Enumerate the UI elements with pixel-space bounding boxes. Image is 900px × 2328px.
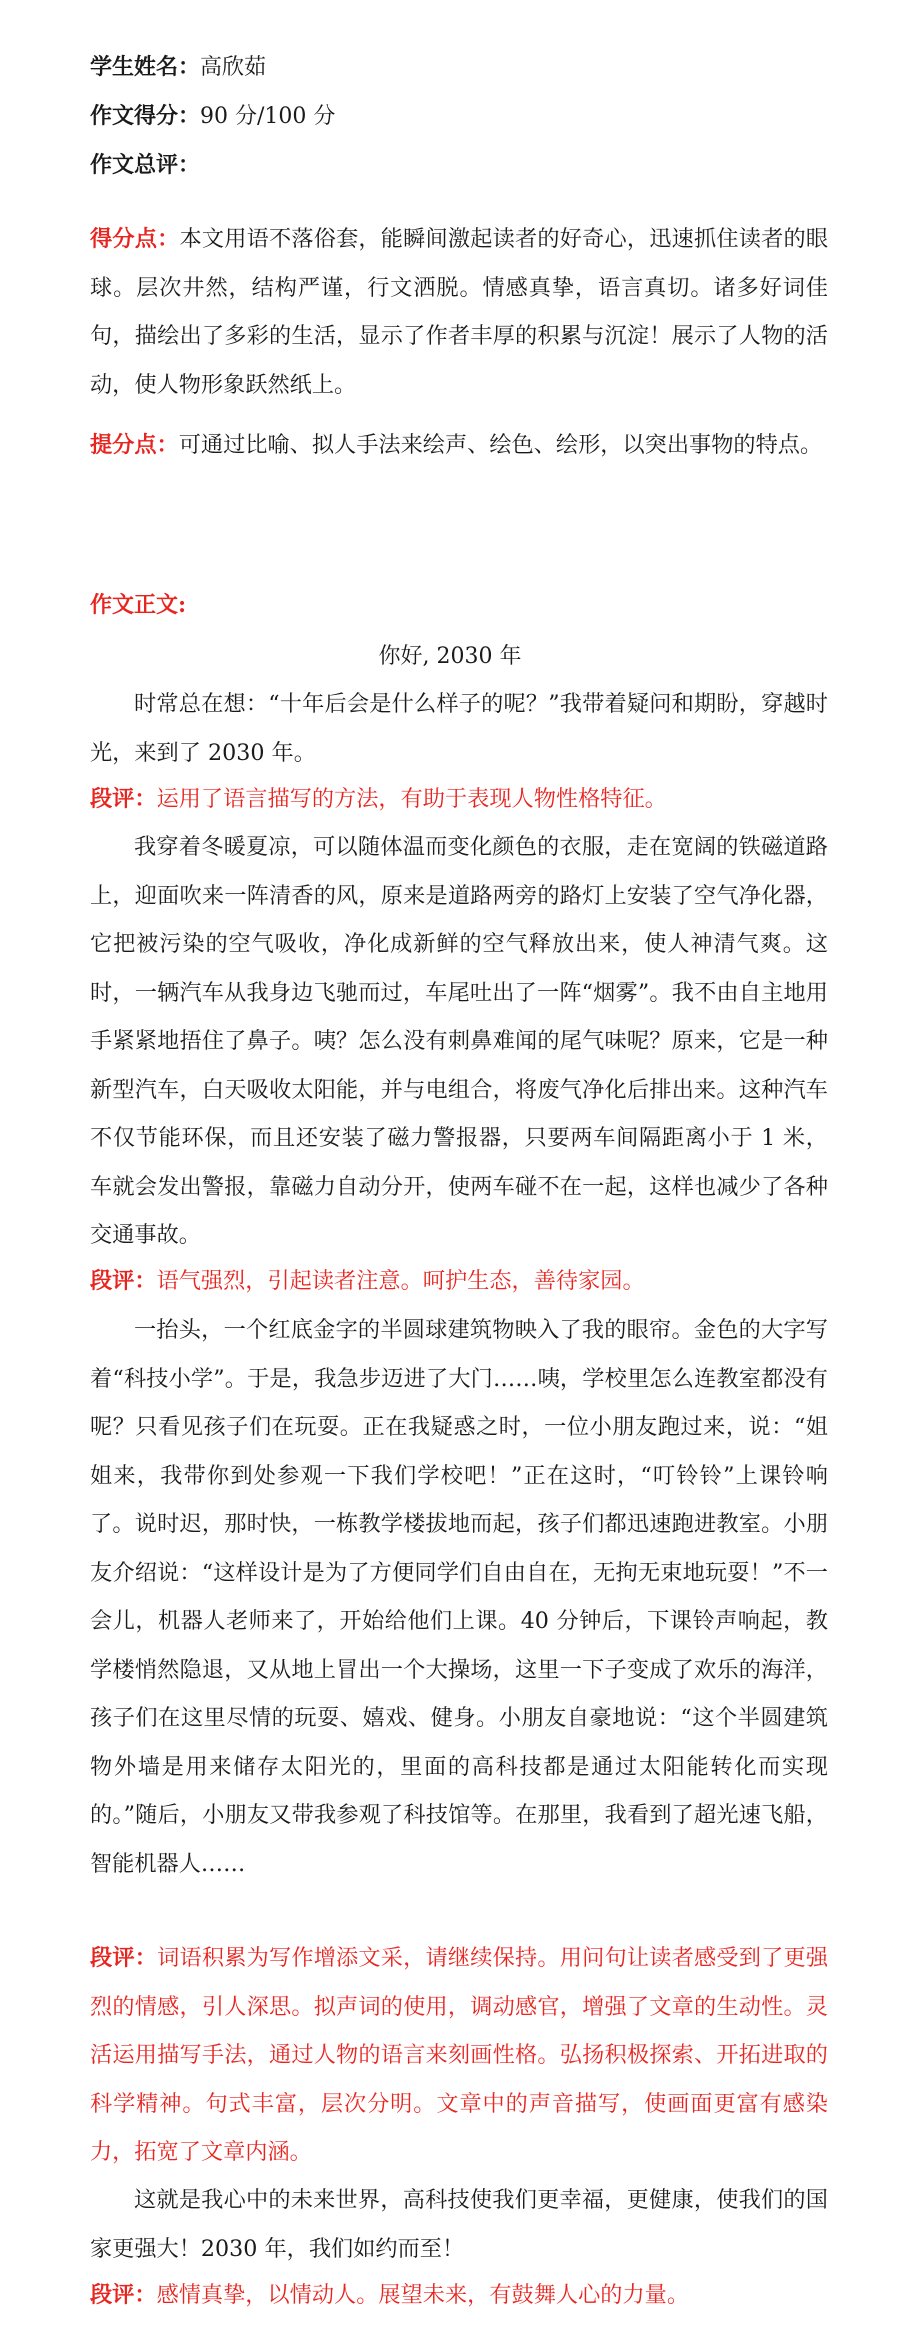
student-name: 高欣茹 (200, 55, 267, 80)
comment-text-4: 感情真挚，以情动人。展望未来，有鼓舞人心的力量。 (156, 2282, 690, 2308)
paragraph-comment-2 (90, 1257, 828, 1306)
comment-label-4: 段评： (90, 2282, 157, 2308)
essay-paragraph-3: 一抬头，一个红底金字的半圆球建筑物映入了我的眼帘。金色的大字写着“科技小学”。于是，我急步迈进了大门……咦，学校里怎么连教室都没有呢？只看见孩子们在玩耍。正在我疑惑之时，一位小朋友跑过来，说：“姐姐来，我带你到处参观一下我们学校吧！”正在这时，“叮铃铃”上课铃响了。说时迟，那时快，一栋教学楼拔地而起，孩子们都迅速跑进教室。小朋友介绍说：“这样设计是为了方便同学们自由自在，无拘无束地玩耍！”不一会儿，机器人老师来了，开始给他们上课。40 分钟后，下课铃声响起，教学楼悄然隐退，又从地上冒出一个大操场，这里一下子变成了欢乐的海洋，孩子们在这里尽情的玩耍、嬉戏、健身。小朋友自豪地说：“这个半圆建筑物外墙是用来储存太阳光的，里面的高科技都是通过太阳能转化而实现的。”随后，小朋友又带我参观了科技馆等。在那里，我看到了超光速飞船，智能机器人…… (90, 1317, 828, 1877)
comment-label-2: 段评： (90, 1268, 157, 1294)
improve-paragraph (90, 421, 828, 470)
overall-review-row (90, 150, 200, 181)
comment-text-3: 词语积累为写作增添文采，请继续保持。用问句让读者感受到了更强烈的情感，引人深思。拟声词的使用，调动感官，增强了文章的生动性。灵活运用描写手法，通过人物的语言来刻画性格。弘扬积极探索、开拓进取的科学精神。句式丰富，层次分明。文章中的声音描写，使画面更富有感染力，拓宽了文章内涵。 (90, 1945, 829, 2165)
comment-label-3: 段评： (90, 1945, 158, 1971)
essay-paragraph-2: 我穿着冬暖夏凉，可以随体温而变化颜色的衣服，走在宽阔的铁磁道路上，迎面吹来一阵清香的风，原来是道路两旁的路灯上安装了空气净化器，它把被污染的空气吸收，净化成新鲜的空气释放出来，使人神清气爽。这时，一辆汽车从我身边飞驰而过，车尾吐出了一阵“烟雾”。我不由自主地用手紧紧地捂住了鼻子。咦？怎么没有刺鼻难闻的尾气味呢？原来，它是一种新型汽车，白天吸收太阳能，并与电组合，将废气净化后排出来。这种汽车不仅节能环保，而且还安装了磁力警报器，只要两车间隔距离小于 1 米，车就会发出警报，靠磁力自动分开，使两车碰不在一起，这样也减少了各种交通事故。 (90, 834, 828, 1248)
improve-label: 提分点： (90, 432, 179, 458)
comment-text-1: 运用了语言描写的方法，有助于表现人物性格特征。 (156, 786, 667, 812)
essay-title: 你好, 2030 年 (378, 644, 522, 669)
comment-label-1: 段评： (90, 786, 157, 812)
essay-section-label: 作文正文: (90, 592, 187, 618)
strengths-text: 本文用语不落俗套，能瞬间激起读者的好奇心，迅速抓住读者的眼球。层次井然，结构严谨，行文洒脱。情感真挚，语言真切。诸多好词佳句，描绘出了多彩的生活，显示了作者丰厚的积累与沉淀！展示了人物的活动，使人物形象跃然纸上。 (90, 226, 829, 398)
score-row (90, 101, 335, 132)
paragraph-comment-4 (90, 2271, 828, 2320)
paragraph-comment-1 (90, 775, 828, 824)
score-value: 90 分/100 分 (200, 104, 336, 129)
essay-paragraph-1: 时常总在想：“十年后会是什么样子的呢？”我带着疑问和期盼，穿越时光，来到了 2030 年。 (90, 691, 828, 766)
paragraph-comment-3 (90, 1934, 828, 2177)
score-label: 作文得分： (90, 103, 201, 129)
student-name-label: 学生姓名： (90, 54, 201, 80)
improve-text: 可通过比喻、拟人手法来绘声、绘色、绘形，以突出事物的特点。 (178, 432, 823, 458)
comment-text-2: 语气强烈，引起读者注意。呵护生态，善待家园。 (156, 1268, 645, 1294)
student-name-row (90, 52, 266, 83)
strengths-label: 得分点： (90, 226, 180, 252)
overall-review-label: 作文总评： (90, 152, 201, 178)
essay-paragraph-4: 这就是我心中的未来世界，高科技使我们更幸福，更健康，使我们的国家更强大！2030 年，我们如约而至！ (90, 2187, 828, 2262)
strengths-paragraph (90, 215, 828, 409)
